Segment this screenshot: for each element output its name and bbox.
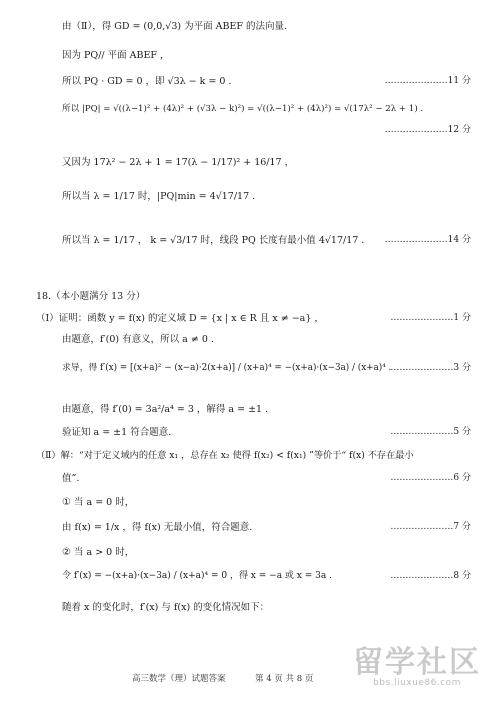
score-mark: …………………5 分 (390, 427, 471, 437)
watermark-url: bbs.liuxue86.com (373, 678, 461, 688)
solution-line-length: 所以 |PQ| = √((λ−1)² + (4λ)² + (√3λ − k)²) = √((λ−1)² + (4λ)²) = √(17λ² − 2λ + 1) . (62, 104, 424, 114)
solution-line-a-nonzero: 由题意，f′(0) 有意义，所以 a ≠ 0 . (62, 334, 214, 345)
score-mark: …………………11 分 (384, 76, 471, 86)
score-mark: …………………3 分 (390, 363, 471, 373)
solution-line-case1: 由 f(x) = 1/x ，得 f(x) 无最小值，符合题意. (62, 522, 253, 533)
footer-page-number: 第 4 页 共 8 页 (255, 674, 314, 684)
solution-line-dot-product: 所以 PQ · GD = 0 ，即 √3λ − k = 0 . (62, 76, 232, 87)
case-number: ① (62, 497, 71, 508)
watermark (353, 645, 481, 688)
case-number: ② (62, 547, 71, 558)
footer-title: 高三数学（理）试题答案 (132, 674, 226, 684)
score-mark: …………………12 分 (384, 125, 471, 135)
solution-line-verify: 验证知 a = ±1 符合题意. (62, 427, 172, 438)
score-mark: …………………14 分 (384, 235, 471, 245)
solution-line-complete-square: 又因为 17λ² − 2λ + 1 = 17(λ − 1/17)² + 16/17 ， (62, 157, 295, 168)
case-text: 当 a = 0 时， (74, 497, 135, 508)
solution-line-case2: 令 f′(x) = −(x+a)·(x−3a) / (x+a)⁴ = 0 ，得 x = −a 或 x = 3a . (62, 571, 332, 581)
solution-line-solve-a: 由题意，得 f′(0) = 3a²/a⁴ = 3 ，解得 a = ±1 . (62, 404, 269, 415)
solution-line-normal-vector: 由（Ⅱ），得 GD = (0,0,√3) 为平面 ABEF 的法向量. (62, 21, 288, 32)
question-header: 18.（本小题满分 13 分） (36, 291, 146, 302)
solution-line-part2: （Ⅱ）解：“对于定义域内的任意 x₁ ，总存在 x₂ 使得 f(x₂) < f(x₁) ”等价于“ f(x) 不存在最小 (36, 450, 414, 461)
score-mark: …………………1 分 (390, 313, 471, 323)
watermark-logo: 留学社区 (353, 645, 481, 680)
solution-line-table-intro: 随着 x 的变化时，f′(x) 与 f(x) 的变化情况如下： (62, 602, 270, 613)
solution-line-parallel: 因为 PQ// 平面 ABEF ， (62, 50, 170, 61)
case-one (62, 496, 134, 509)
case-two (62, 546, 134, 559)
score-mark: …………………7 分 (390, 522, 471, 532)
solution-line-part2-cont: 值”. (62, 473, 80, 484)
case-text: 当 a > 0 时， (74, 547, 135, 558)
solution-line-derivative: 求导，得 f′(x) = [(x+a)² − (x−a)·2(x+a)] / (x+a)⁴ = −(x+a)·(x−3a) / (x+a)⁴ . (62, 363, 392, 373)
score-mark: …………………8 分 (390, 571, 471, 581)
solution-line-domain: （Ⅰ）证明：函数 y = f(x) 的定义域 D = {x | x ∈ R 且 x ≠ −a} ， (36, 313, 324, 324)
solution-line-conclusion: 所以当 λ = 1/17 ， k = √3/17 时，线段 PQ 长度有最小值 4√17/17 . (62, 235, 365, 246)
solution-line-min-length: 所以当 λ = 1/17 时，|PQ|min = 4√17/17 . (62, 191, 256, 202)
score-mark: …………………6 分 (390, 473, 471, 483)
